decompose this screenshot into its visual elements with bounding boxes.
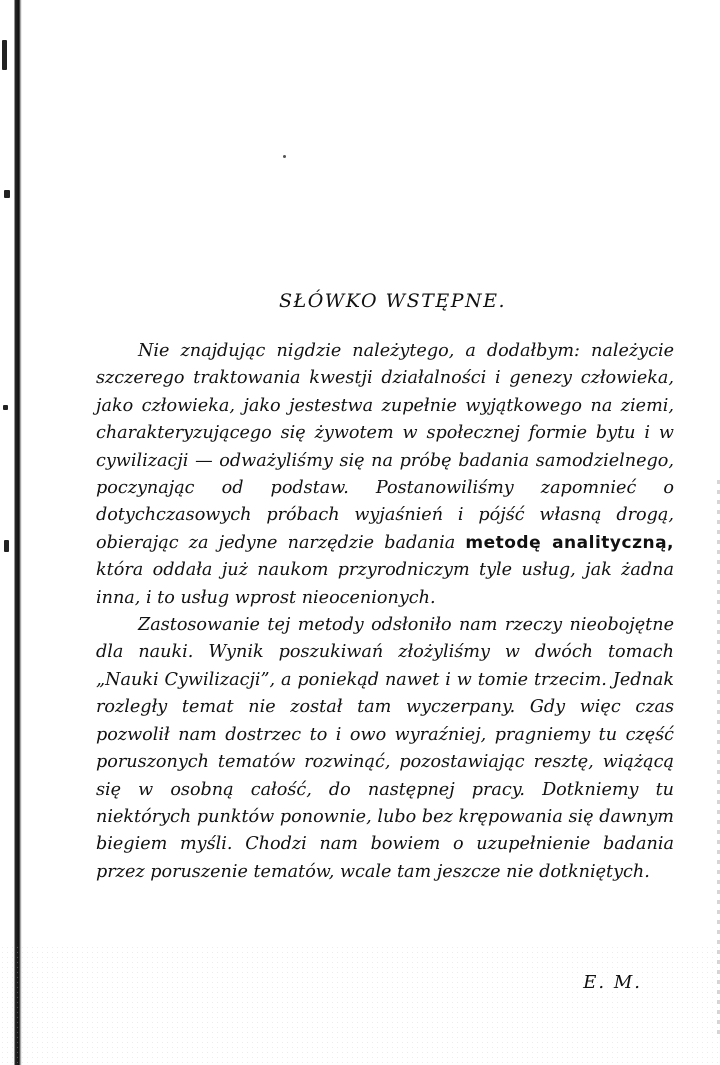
page-binding-edge xyxy=(0,0,22,1065)
scan-speck xyxy=(4,190,10,198)
section-heading: SŁÓWKO WSTĘPNE. xyxy=(278,290,507,312)
scan-speck xyxy=(4,540,9,552)
paragraph-1 xyxy=(96,338,674,612)
body-text xyxy=(96,338,674,886)
scan-dot xyxy=(283,155,286,158)
emphasized-phrase: metodę analityczną, xyxy=(465,532,674,553)
paragraph-2: Zastosowanie tej metody odsłoniło nam rzeczy nieobojętne dla nauki. Wynik poszukiwań złożyliśmy w dwóch tomach „Nauki Cywilizacji”, a poniekąd nawet i w tomie trzecim. Jednak rozległy temat nie został tam wyczerpany. Gdy więc czas pozwolił nam dostrzec to i owo wyraźniej, pragniemy tu część poruszonych tematów rozwinąć, pozostawiając resztę, wiążącą się w osobną całość, do następnej pracy. Dotkniemy tu niektórych punktów ponownie, lubo bez krępowania się dawnym biegiem myśli. Chodzi nam bowiem o uzupełnienie badania przez poruszenie tematów, wcale tam jeszcze nie dotkniętych. xyxy=(96,615,674,882)
paragraph-1-continuation: która oddała już naukom przyrodniczym tyle usług, jak żadna inna, i to usług wprost nieocenionych. xyxy=(96,560,674,608)
scan-speck xyxy=(2,40,7,70)
author-initials: E. M. xyxy=(583,972,642,993)
paragraph-1-text: Nie znajdując nigdzie należytego, a dodałbym: należycie szczerego traktowania kwestji działalności i genezy człowieka, jako człowieka, jako jestestwa zupełnie wyjątkowego na ziemi, charakteryzującego się żywotem w społecznej formie bytu i w cywilizacji — odważyliśmy się na próbę badania samodzielnego, poczynając od podstaw. Postanowiliśmy zapomnieć o dotychczasowych próbach wyjaśnień i pójść własną drogą, obierając za jedyne narzędzie badania xyxy=(96,341,674,553)
scan-grain xyxy=(0,945,720,1065)
scan-speck xyxy=(3,405,8,410)
